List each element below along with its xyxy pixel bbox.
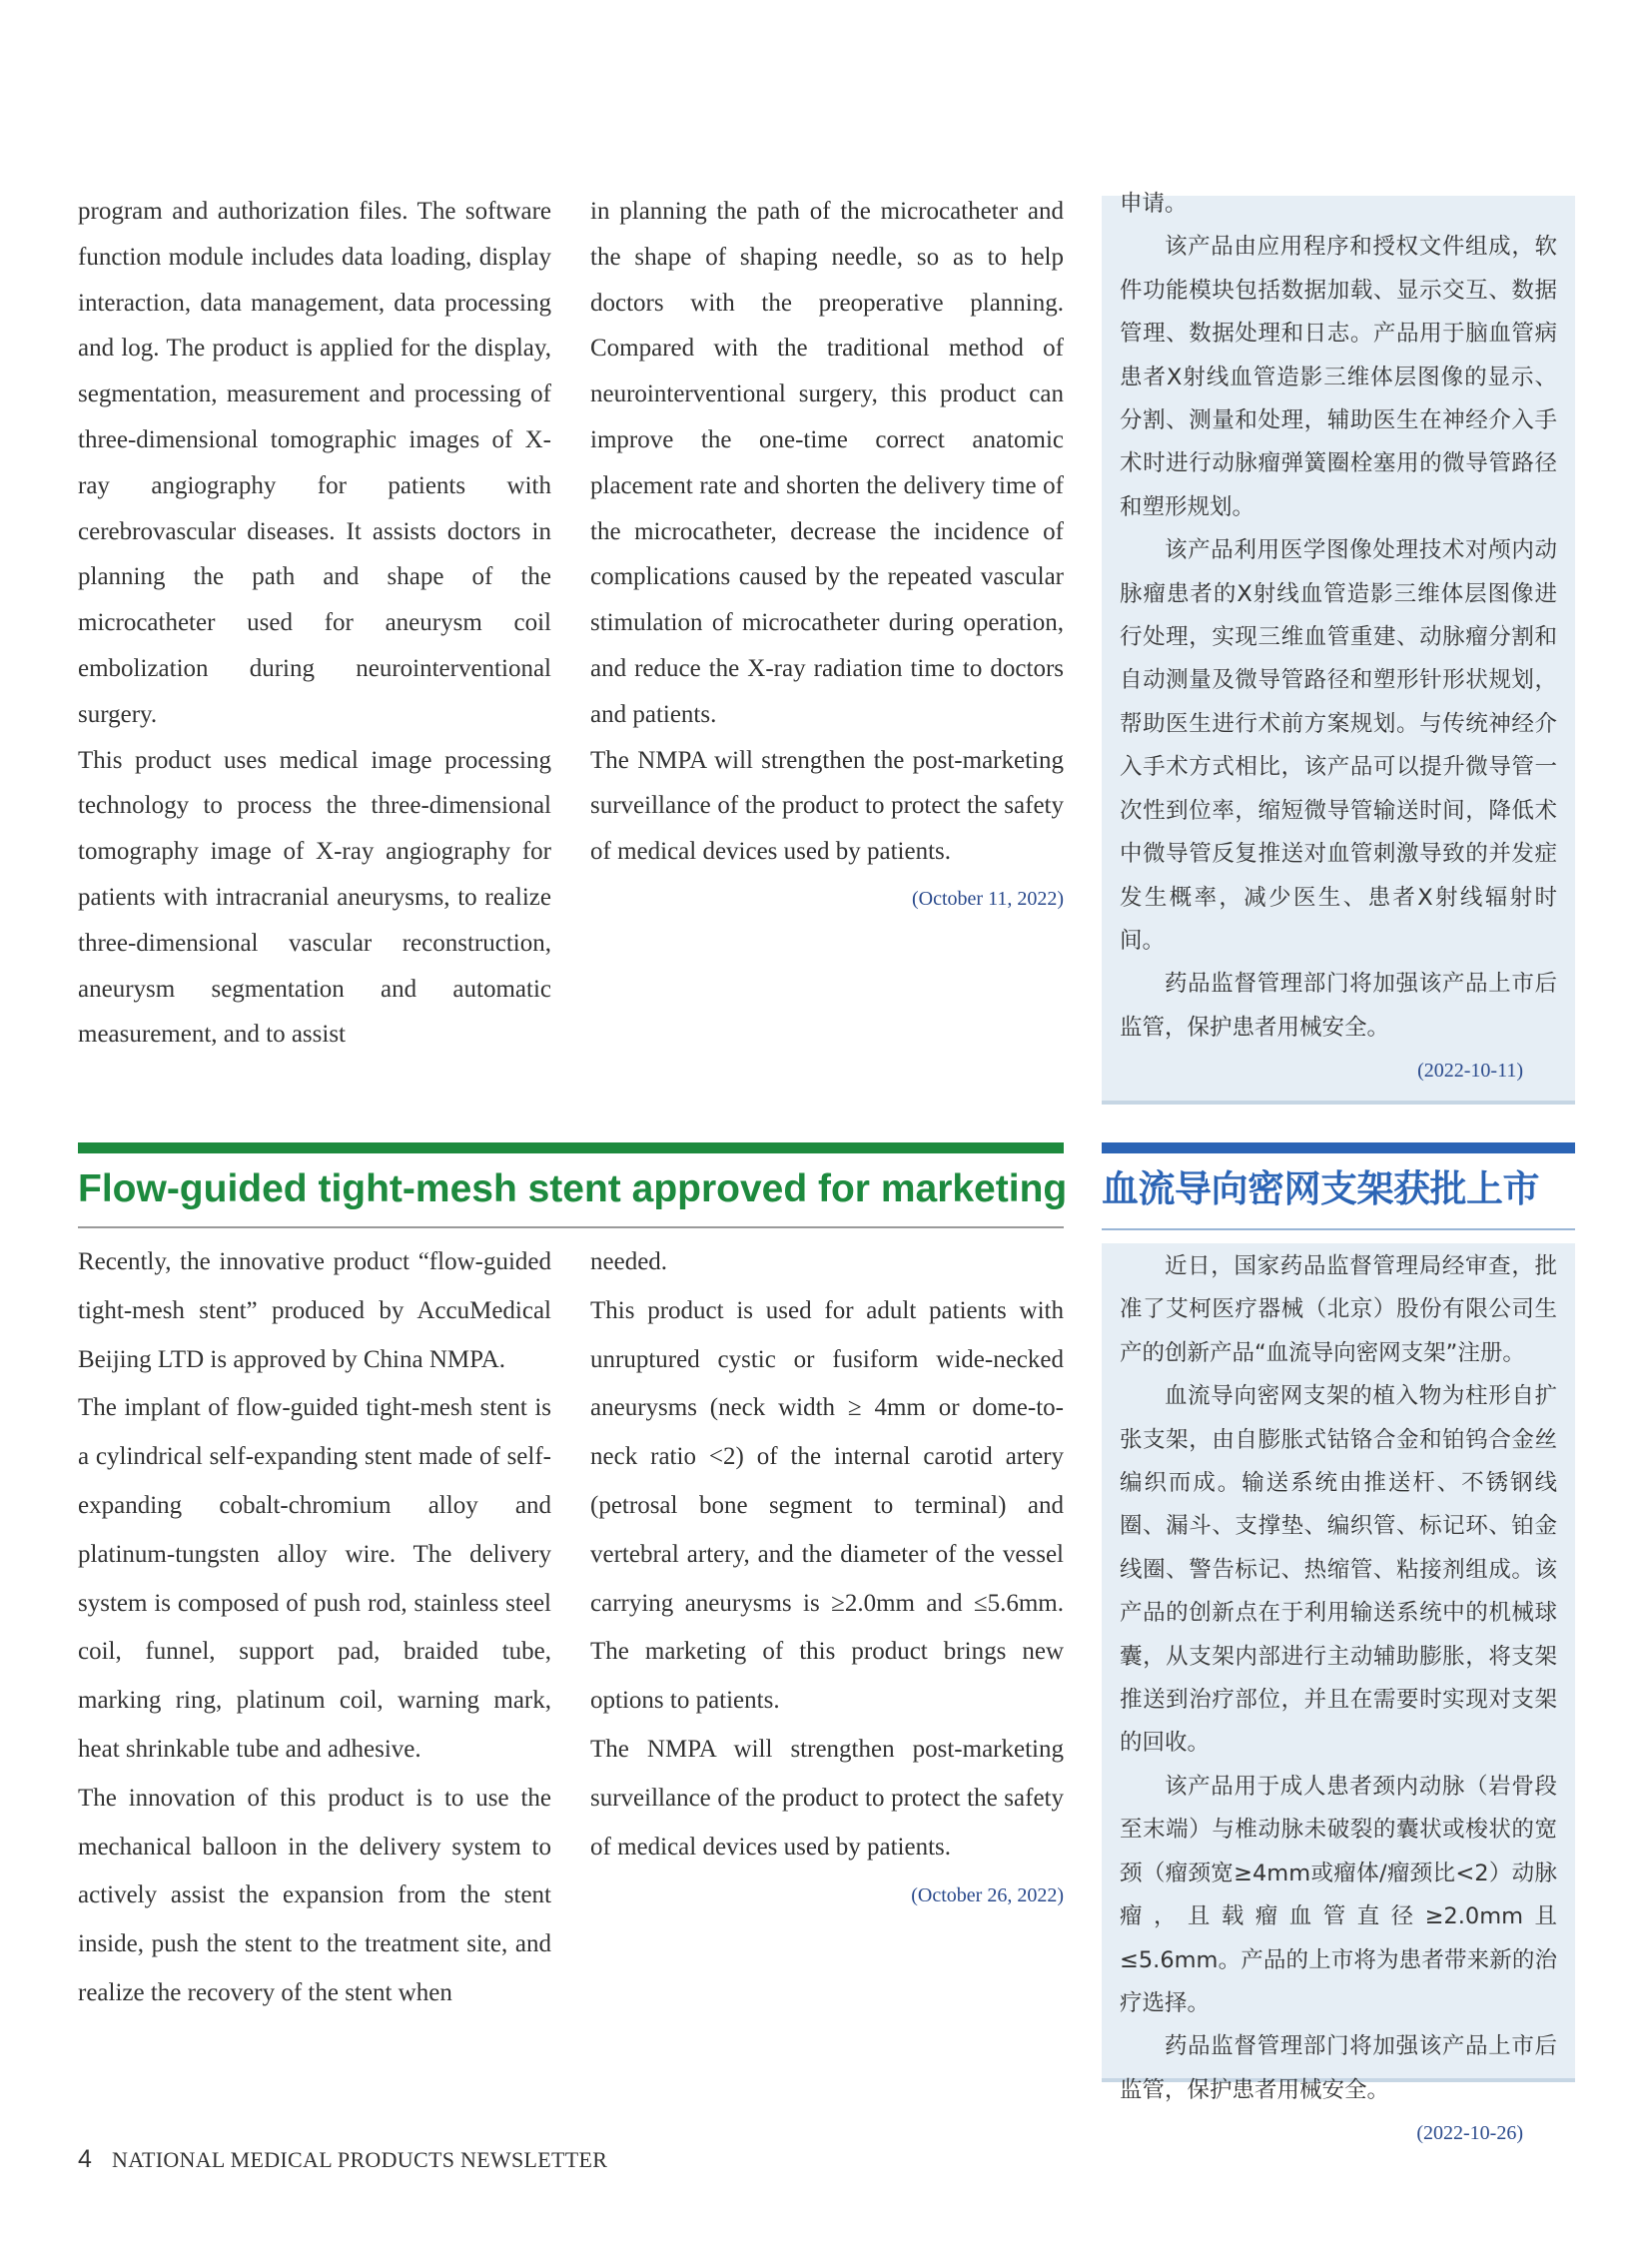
- paragraph: 申请。: [1120, 191, 1188, 217]
- article2-english-date: (October 26, 2022): [911, 1884, 1064, 1907]
- paragraph: program and authorization files. The software function module includes data loading, display interaction, data management, data processing and log. The product is applied for the display, segmentation, measurement and processing of three-dimensional tomographic images of X-ray angiography for patients with cerebrovascular diseases. It assists doctors in planning the path and shape of the microcatheter used for aneurysm coil embolization during neurointerventional surgery.: [78, 198, 551, 728]
- paragraph: 该产品利用医学图像处理技术对颅内动脉瘤患者的X射线血管造影三维体层图像进行处理，实现三维血管重建、动脉瘤分割和自动测量及微导管路径和塑形针形状规划，帮助医生进行术前方案规划。与传统神经介入手术方式相比，该产品可以提升微导管一次性到位率，缩短微导管输送时间，降低术中微导管反复推送对血管刺激导致的并发症发生概率，减少医生、患者X射线辐射时间。: [1120, 537, 1557, 954]
- paragraph: The NMPA will strengthen the post-marketing surveillance of the product to protect the safety of medical devices used by patients.: [590, 746, 1064, 866]
- page-footer: [78, 2145, 607, 2174]
- paragraph: needed.: [590, 1248, 668, 1275]
- paragraph: This product uses medical image processing technology to process the three-dimensional tomography image of X-ray angiography for patients with intracranial aneurysms, to realize three-dimensional vascular reconstruction, aneurysm segmentation and automatic measurement, and to assist: [78, 746, 551, 1049]
- paragraph: The NMPA will strengthen post-marketing surveillance of the product to protect the safety of medical devices used by patients.: [590, 1735, 1064, 1861]
- paragraph: The innovation of this product is to use the mechanical balloon in the delivery system to actively assist the expansion from the stent inside, push the stent to the treatment site, and realize the recovery of the stent when: [78, 1784, 551, 2006]
- paragraph: 该产品由应用程序和授权文件组成，软件功能模块包括数据加载、显示交互、数据管理、数据处理和日志。产品用于脑血管病患者X射线血管造影三维体层图像的显示、分割、测量和处理，辅助医生在神经介入手术时进行动脉瘤弹簧圈栓塞用的微导管路径和塑形规划。: [1120, 234, 1557, 520]
- paragraph: 该产品用于成人患者颈内动脉（岩骨段至末端）与椎动脉未破裂的囊状或梭状的宽颈（瘤颈宽≥4mm或瘤体/瘤颈比<2）动脉瘤，且载瘤血管直径≥2.0mm且≤5.6mm。产品的上市将为患者带来新的治疗选择。: [1120, 1773, 1557, 2016]
- paragraph: The implant of flow-guided tight-mesh stent is a cylindrical self-expanding stent made of self-expanding cobalt-chromium alloy and platinum-tungsten alloy wire. The delivery system is composed of push rod, stainless steel coil, funnel, support pad, braided tube, marking ring, platinum coil, warning mark, heat shrinkable tube and adhesive.: [78, 1394, 551, 1763]
- article1-chinese-text: [1102, 183, 1575, 1094]
- title-rule-green: [78, 1142, 1064, 1153]
- paragraph: 血流导向密网支架的植入物为柱形自扩张支架，由自膨胀式钴铬合金和铂钨合金丝编织而成。输送系统由推送杆、不锈钢线圈、漏斗、支撑垫、编织管、标记环、铂金线圈、警告标记、热缩管、粘接剂组成。该产品的创新点在于利用输送系统中的机械球囊，从支架内部进行主动辅助膨胀，将支架推送到治疗部位，并且在需要时实现对支架的回收。: [1120, 1383, 1557, 1757]
- article1-chinese-box: [1102, 191, 1575, 1101]
- article1-english-column-1: [78, 189, 551, 1058]
- paragraph: 近日，国家药品监督管理局经审查，批准了艾柯医疗器械（北京）股份有限公司生产的创新产品“血流导向密网支架”注册。: [1120, 1253, 1557, 1366]
- paragraph: This product is used for adult patients with unruptured cystic or fusiform wide-necked aneurysms (neck width ≥ 4mm or dome-to-neck ratio <2) of the internal carotid artery (petrosal bone segment to terminal) and vertebral artery, and the diameter of the vessel carrying aneurysms is ≥2.0mm and ≤5.6mm. The marketing of this product brings new options to patients.: [590, 1296, 1064, 1715]
- paragraph: 药品监督管理部门将加强该产品上市后监管，保护患者用械安全。: [1120, 2033, 1557, 2103]
- article2-chinese-box: [1102, 1243, 1575, 2145]
- paragraph: Recently, the innovative product “flow-guided tight-mesh stent” produced by AccuMedical Beijing LTD is approved by China NMPA.: [78, 1248, 551, 1373]
- article2-chinese-text: [1102, 1245, 1575, 2156]
- page-number: 4: [78, 2145, 93, 2173]
- paragraph: 药品监督管理部门将加强该产品上市后监管，保护患者用械安全。: [1120, 971, 1557, 1041]
- article2-chinese-title: 血流导向密网支架获批上市: [1102, 1167, 1539, 1210]
- article1-english-date: (October 11, 2022): [912, 887, 1064, 910]
- title-underline: [78, 1226, 1064, 1228]
- paragraph: in planning the path of the microcatheter and the shape of shaping needle, so as to help doctors with the preoperative planning. Compared with the traditional method of neurointerventional surgery, this product can improve the one-time correct anatomic placement rate and shorten the delivery time of the microcatheter, decrease the incidence of complications caused by the repeated vascular stimulation of microcatheter during operation, and reduce the X-ray radiation time to doctors and patients.: [590, 198, 1064, 728]
- publication-name: NATIONAL MEDICAL PRODUCTS NEWSLETTER: [112, 2147, 608, 2172]
- title-underline-blue: [1102, 1228, 1575, 1230]
- article1-english-column-2: [590, 189, 1064, 923]
- title-rule-blue: [1102, 1142, 1575, 1153]
- article2-english-title: Flow-guided tight-mesh stent approved for marketing: [78, 1167, 1068, 1210]
- article2-english-column-2: [590, 1238, 1064, 1920]
- article2-english-column-1: [78, 1238, 551, 2018]
- article2-chinese-date: (2022-10-26): [1416, 2122, 1523, 2145]
- article1-chinese-date: (2022-10-11): [1417, 1060, 1523, 1083]
